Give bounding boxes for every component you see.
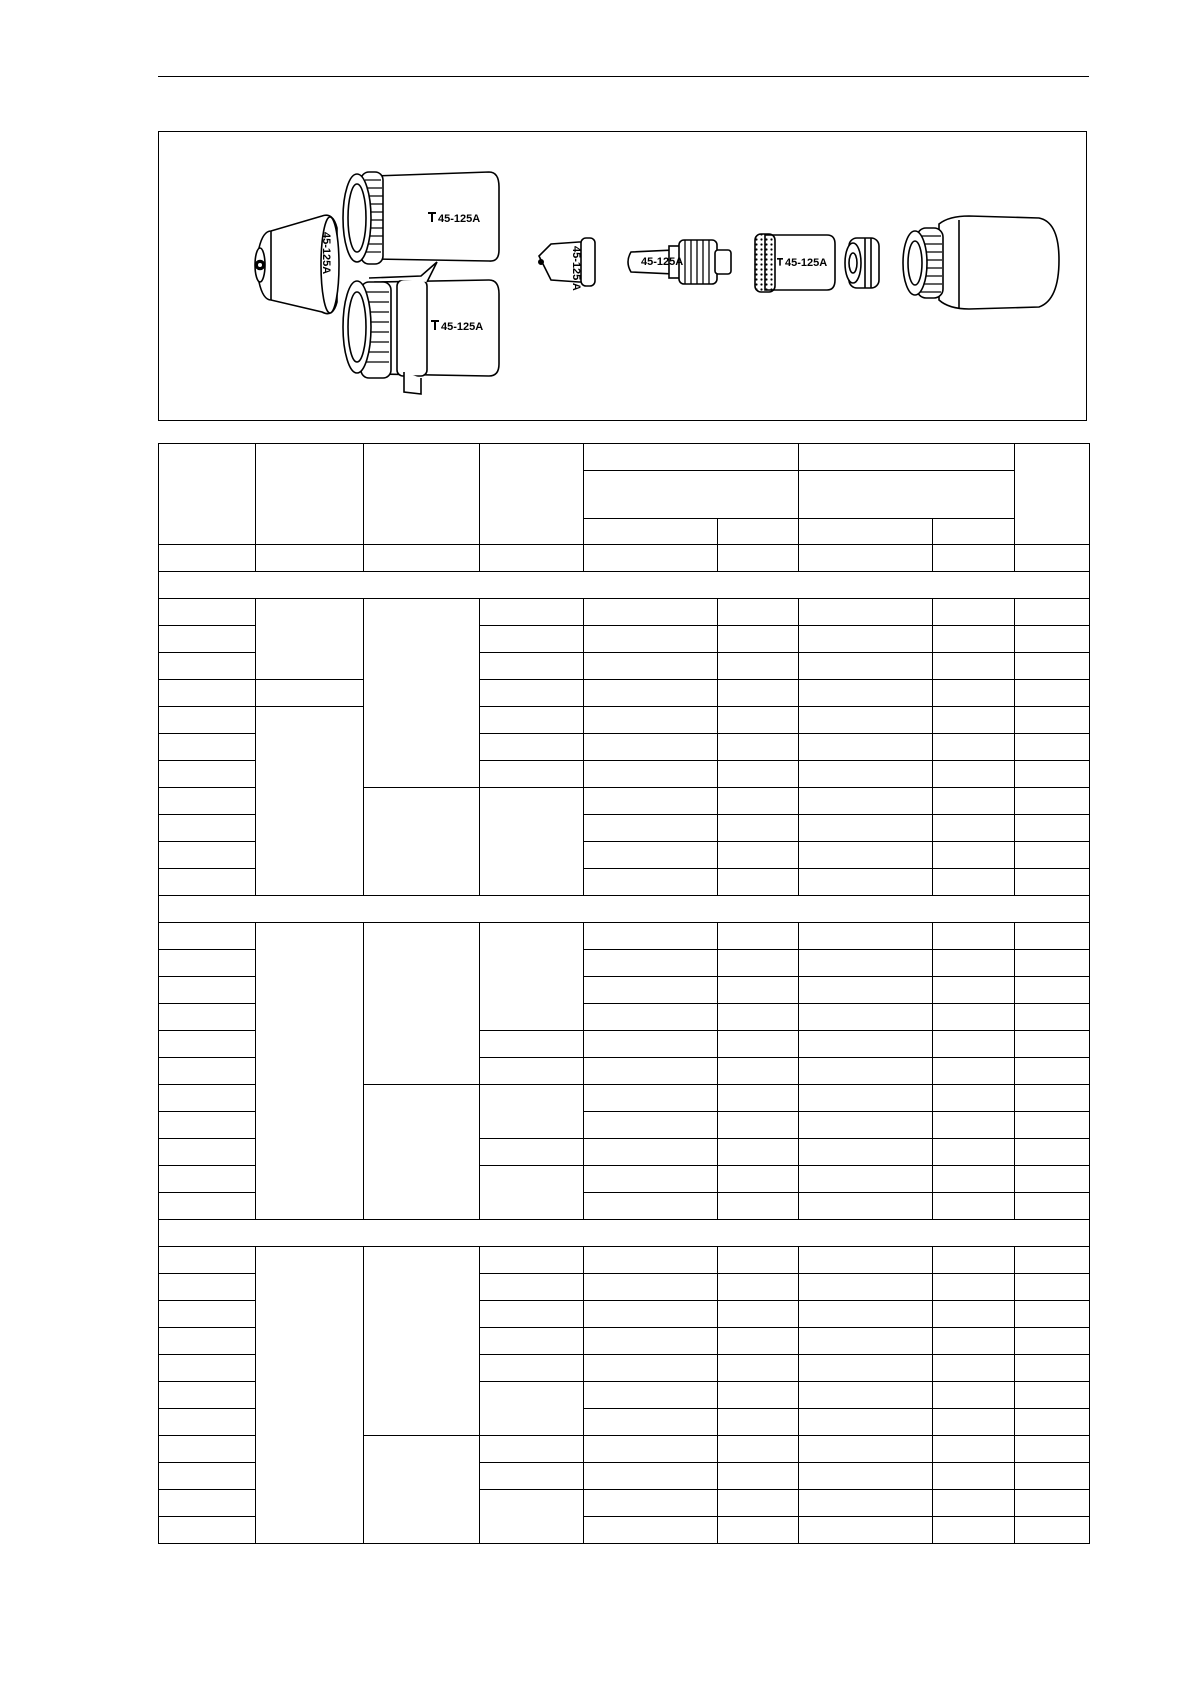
table-header-row-1 [159,444,1090,471]
header-subcol-2 [718,519,799,545]
section-title [159,896,1090,923]
consumables-spec-table [158,443,1090,1544]
section-3-title-row [159,1219,1090,1246]
retaining-cap-bottom-label: 45-125A [441,321,484,333]
table-row [159,680,1090,707]
retaining-cap-top-label: 45-125A [438,213,481,225]
section-1-title-row [159,572,1090,599]
header-cell-col1 [159,444,256,545]
shield-cap-label: 45-125A [320,232,332,275]
header-subcol-4 [933,519,1015,545]
header-subgroup-1 [584,471,799,519]
cap-sensor-icon [845,238,879,288]
table-row [159,1246,1090,1273]
header-cell-col4 [480,444,584,545]
section-2-title-row [159,896,1090,923]
header-subcol-1 [584,519,718,545]
nozzle-icon [539,238,595,286]
section-title [159,1219,1090,1246]
header-cell-col3 [364,444,480,545]
header-cell-col9 [1015,444,1090,545]
header-subcol-3 [799,519,933,545]
consumables-figure [158,131,1087,421]
header-cell-col2 [256,444,364,545]
table-row [159,923,1090,950]
nozzle-label: 45-125 A [570,246,582,291]
table-row [159,707,1090,734]
section-title [159,572,1090,599]
torch-body-icon [903,216,1059,309]
table-row [159,599,1090,626]
electrode-label: 45-125A [641,256,684,268]
header-rule [158,76,1089,77]
exploded-parts-drawing [159,132,1088,422]
header-group-1 [584,444,799,471]
header-subgroup-2 [799,471,1015,519]
table-units-row [159,545,1090,572]
header-group-2 [799,444,1015,471]
swirl-ring-label: 45-125A [785,257,828,269]
